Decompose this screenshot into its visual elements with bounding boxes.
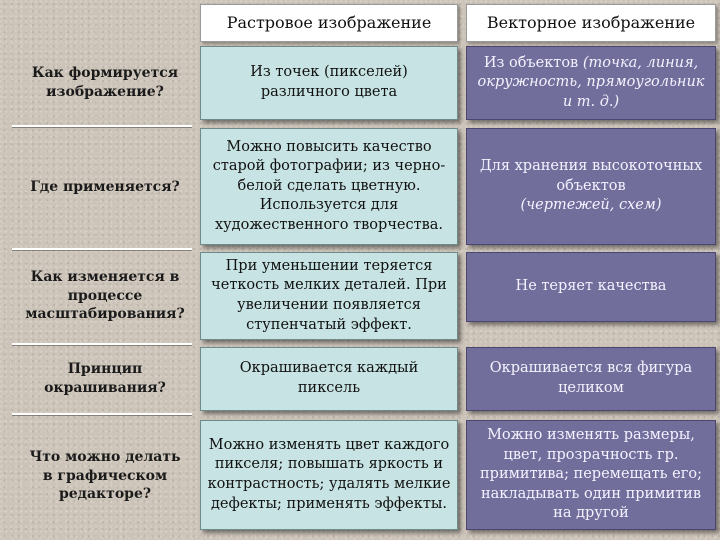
vector-formation-italic: (точка, линия, окружность, прямоугольник и т. д.) xyxy=(477,54,705,110)
vector-scaling xyxy=(466,252,716,322)
header-vector-label: Векторное изображение xyxy=(486,13,696,33)
row-separator xyxy=(12,248,192,250)
question-usage xyxy=(20,130,190,245)
header-raster xyxy=(200,4,458,42)
question-scaling xyxy=(20,252,190,340)
row-separator xyxy=(12,413,192,415)
raster-scaling-text: При уменьшении теряется четкость мелких деталей. При увеличении появляется ступенчатый эффект. xyxy=(211,257,447,333)
raster-formation-text: Из точек (пикселей) различного цвета xyxy=(250,64,408,100)
raster-coloring xyxy=(200,347,458,411)
vector-formation xyxy=(466,46,716,120)
vector-usage xyxy=(466,128,716,245)
vector-formation-text xyxy=(473,54,709,113)
question-usage-text: Где применяется? xyxy=(30,179,180,196)
vector-formation-plain: Из объектов xyxy=(483,54,579,71)
vector-usage-plain: Для хранения высокоточных объектов xyxy=(479,158,703,194)
vector-scaling-text: Не теряет качества xyxy=(515,278,667,295)
raster-scaling xyxy=(200,252,458,340)
header-raster-label: Растровое изображение xyxy=(226,13,432,33)
question-formation xyxy=(20,44,190,122)
raster-usage xyxy=(200,128,458,245)
question-formation-text: Как формируется изображение? xyxy=(31,65,179,100)
question-editor-text: Что можно делать в графическом редакторе? xyxy=(29,448,181,503)
raster-formation xyxy=(200,46,458,120)
vector-coloring xyxy=(466,347,716,411)
question-editor xyxy=(20,418,190,534)
vector-editor-text: Можно изменять размеры, цвет, прозрачность гр. примитива; перемещать его; накладывать один примитив на другой xyxy=(480,427,702,522)
vector-editor xyxy=(466,420,716,530)
vector-usage-italic: (чертежей, схем) xyxy=(520,197,662,214)
raster-editor-text: Можно изменять цвет каждого пикселя; повышать яркость и контрастность; удалять мелкие дефекты; применять эффекты. xyxy=(207,436,451,512)
question-coloring xyxy=(20,347,190,411)
header-vector xyxy=(466,4,716,42)
row-separator xyxy=(12,125,192,127)
question-scaling-text: Как изменяется в процессе масштабирования? xyxy=(25,268,185,323)
raster-editor xyxy=(200,420,458,530)
raster-usage-text: Можно повысить качество старой фотографии; из черно-белой сделать цветную. Используется для художественного творчества. xyxy=(212,138,446,233)
raster-coloring-text: Окрашивается каждый пиксель xyxy=(239,360,419,396)
row-separator xyxy=(12,343,192,345)
question-coloring-text: Принцип окрашивания? xyxy=(44,361,166,396)
vector-coloring-text: Окрашивается вся фигура целиком xyxy=(489,360,693,396)
vector-usage-text xyxy=(473,157,709,216)
